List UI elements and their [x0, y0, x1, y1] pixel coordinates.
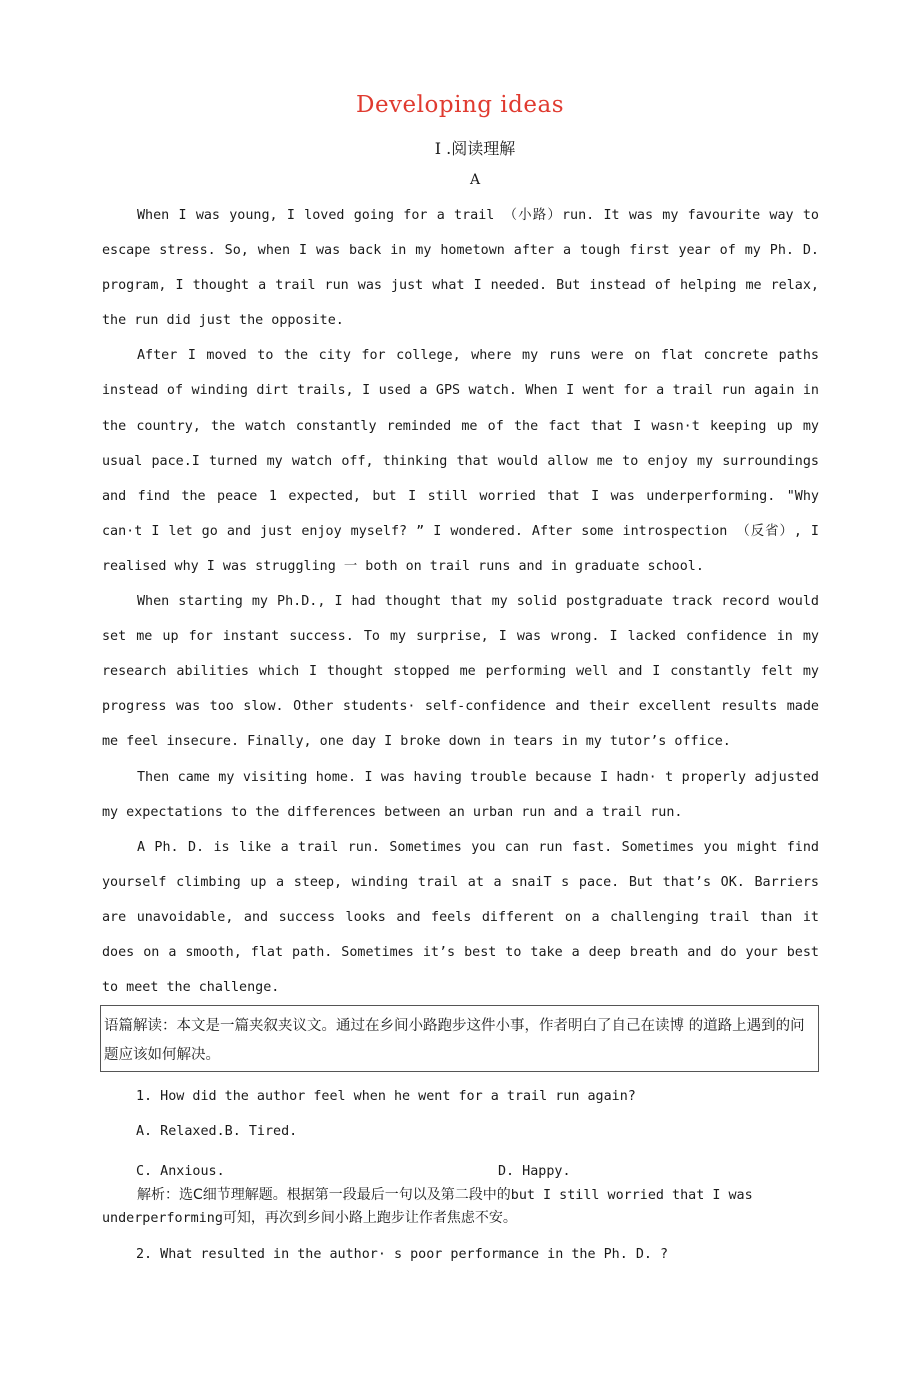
question-1: 1. How did the author feel when he went for a trail run again? — [136, 1089, 636, 1104]
paragraph: When starting my Ph.D., I had thought that my solid postgraduate track record would set me up for instant success. To my surprise, I was wrong. I lacked confidence in my research abilities which I thought stopped me performing well and I constantly felt my progress was too slow. Other students· self-confidence and their excellent results made me feel insecure. Finally, one day I broke down in tears in my tutor’s office. — [102, 594, 819, 750]
paragraph: When I was young, I loved going for a trail （小路）run. It was my favourite way to escape stress. So, when I was back in my hometown after a tough first year of my Ph. D. program, I thought a trail run was just what I needed. But instead of helping me relax, the run did just the opposite. — [102, 208, 819, 329]
option-c: C. Anxious. — [136, 1164, 225, 1179]
part-label: A — [469, 172, 481, 188]
analysis-quote: but I still worried that I was underperforming — [102, 1188, 753, 1226]
paragraph: Then came my visiting home. I was having trouble because I hadn· t properly adjusted my expectations to the differences between an urban run and a trail run. — [102, 769, 819, 820]
reading-passage — [102, 198, 819, 1005]
question-2: 2. What resulted in the author· s poor performance in the Ph. D. ? — [136, 1247, 669, 1262]
section-heading: I .阅读理解 — [434, 139, 516, 158]
paragraph: A Ph. D. is like a trail run. Sometimes you can run fast. Sometimes you might find yourself climbing up a steep, winding trail at a snaiT s pace. But that’s OK. Barriers are unavoidable, and success looks and feels different on a challenging trail than it does on a smooth, flat path. Sometimes it’s best to take a deep breath and do your best to meet the challenge. — [102, 839, 819, 996]
analysis-prefix: 解析：选C细节理解题。根据第一段最后一句以及第二段中的 — [137, 1187, 511, 1203]
paragraph: After I moved to the city for college, where my runs were on flat concrete paths instead of winding dirt trails, I used a GPS watch. When I went for a trail run again in the country, the watch constantly reminded me of the fact that I wasn·t keeping up my usual pace.I turned my watch off, thinking that would allow me to enjoy my surroundings and find the peace 1 expected, but I still worried that I was underperforming. "Why can·t I let go and just enjoy myself? ” I wondered. After some introspection （反省）, I realised why I was struggling 一 both on trail runs and in graduate school. — [102, 348, 819, 574]
analysis-suffix: 可知，再次到乡间小路上跑步让作者焦虑不安。 — [222, 1210, 517, 1226]
option-d: D. Happy. — [498, 1164, 571, 1179]
options-a-b: A. Relaxed.B. Tired. — [136, 1124, 298, 1139]
summary-box: 语篇解读：本文是一篇夹叙夹议文。通过在乡间小路跑步这件小事，作者明白了自己在读博 的道路上遇到的问题应该如何解决。 — [100, 1005, 819, 1072]
analysis — [102, 1184, 802, 1230]
page-title: Developing ideas — [356, 92, 564, 118]
